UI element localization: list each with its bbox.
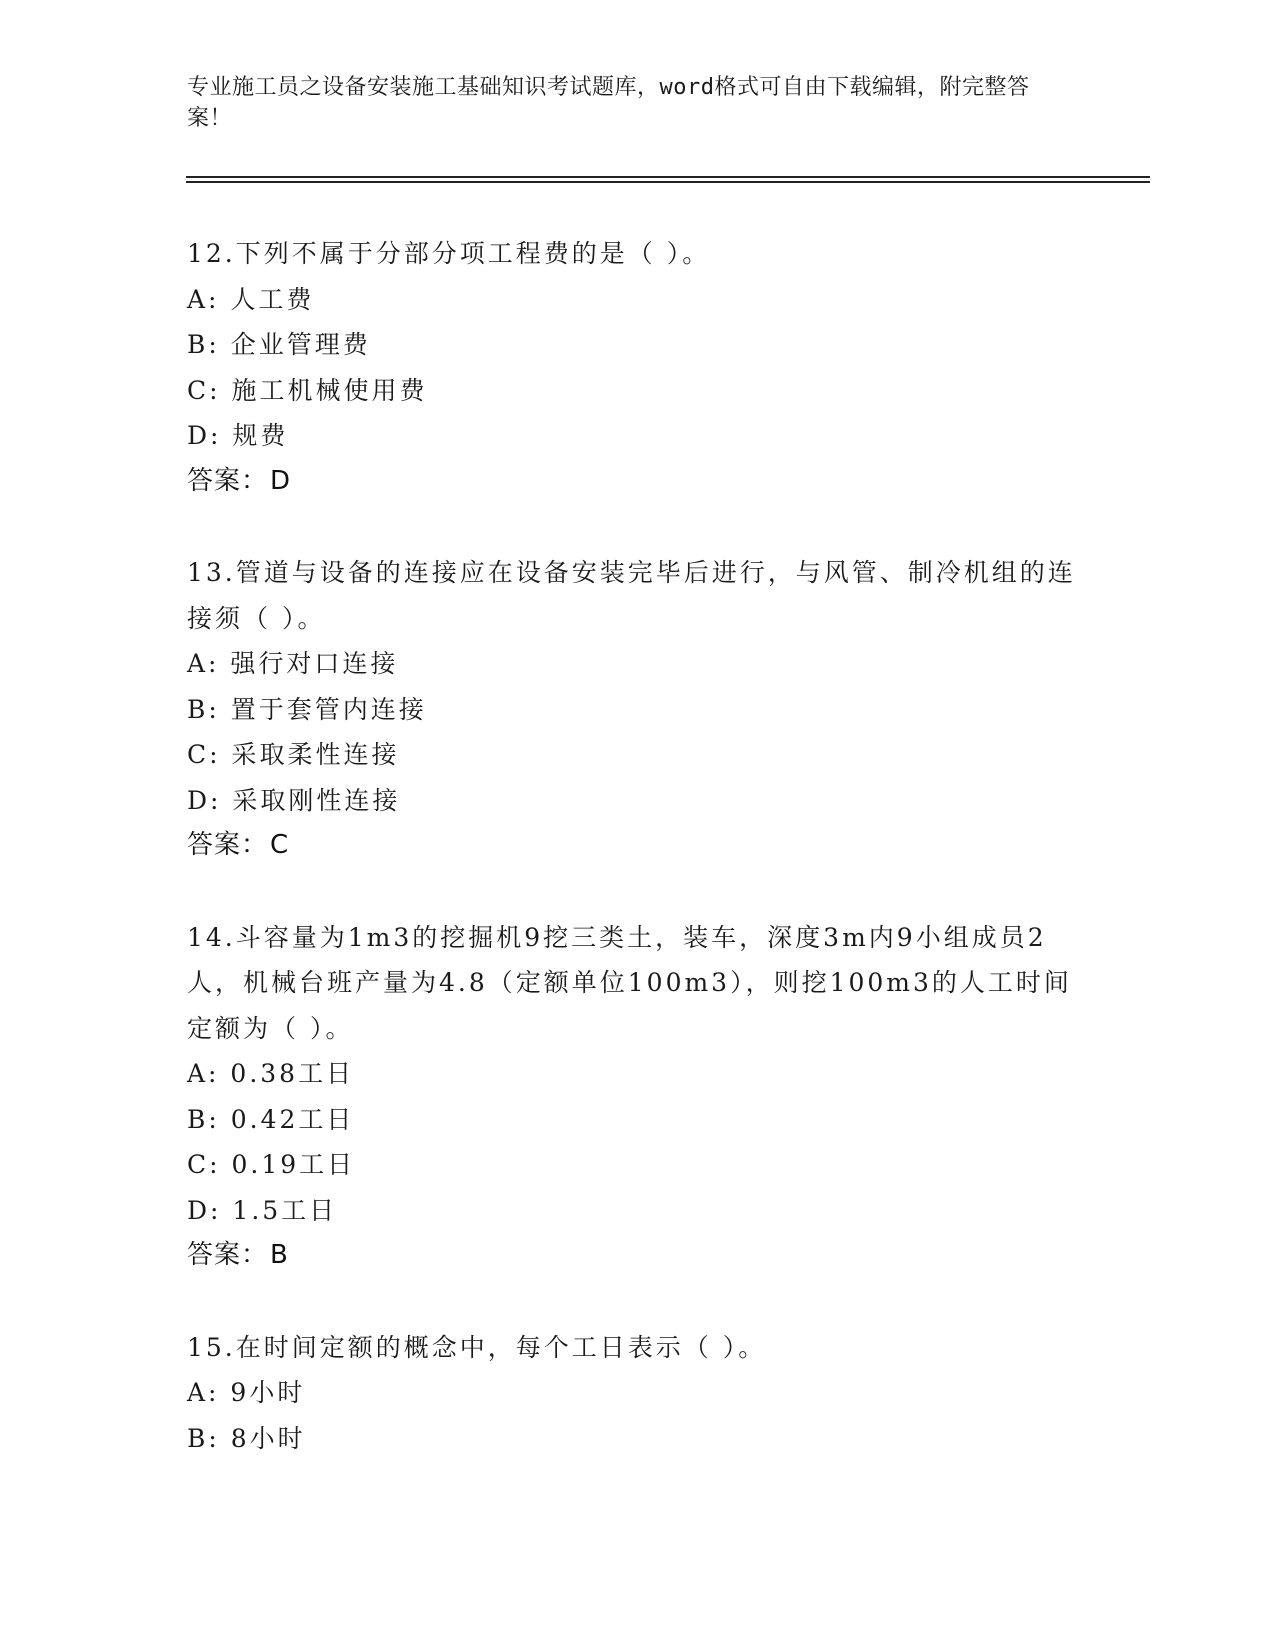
option-a: A: 人工费 <box>187 284 315 314</box>
answer-line <box>187 1233 1087 1279</box>
answer-line <box>187 459 1087 505</box>
answer-label: 答案： <box>187 830 269 860</box>
option-b: B: 置于套管内连接 <box>187 694 427 724</box>
option-d: D: 规费 <box>187 421 289 450</box>
question-12 <box>187 231 1087 504</box>
question-stem: 13.管道与设备的连接应在设备安装完毕后进行，与风管、制冷机组的连接须（ ）。 <box>187 558 1076 633</box>
option-b: B: 8小时 <box>187 1423 306 1453</box>
question-stem: 12.下列不属于分部分项工程费的是（ ）。 <box>187 239 711 268</box>
option-a: A: 9小时 <box>187 1378 306 1407</box>
option-d: D: 采取刚性连接 <box>187 785 401 815</box>
answer-label: 答案： <box>187 465 269 496</box>
question-list <box>187 231 1087 1507</box>
question-15 <box>187 1325 1087 1462</box>
option-b: B: 企业管理费 <box>187 330 371 359</box>
question-14 <box>187 915 1087 1279</box>
answer-value: C <box>270 830 289 860</box>
header-divider-bottom <box>186 181 1150 183</box>
option-a: A: 0.38工日 <box>187 1059 355 1088</box>
question-stem: 15.在时间定额的概念中，每个工日表示（ ）。 <box>187 1332 767 1362</box>
option-c: C: 采取柔性连接 <box>187 740 400 769</box>
answer-label: 答案： <box>187 1240 269 1270</box>
answer-value: B <box>270 1240 288 1270</box>
answer-line <box>187 823 1087 869</box>
document-header: 专业施工员之设备安装施工基础知识考试题库，word格式可自由下载编辑，附完整答案！ <box>187 75 1030 131</box>
option-d: D: 1.5工日 <box>187 1195 338 1225</box>
answer-value: D <box>270 465 291 496</box>
option-c: C: 0.19工日 <box>187 1150 356 1179</box>
header-divider-top <box>186 176 1150 178</box>
option-c: C: 施工机械使用费 <box>187 375 428 405</box>
option-b: B: 0.42工日 <box>187 1104 355 1134</box>
question-13 <box>187 550 1087 869</box>
option-a: A: 强行对口连接 <box>187 649 399 678</box>
question-stem: 14.斗容量为1m3的挖掘机9挖三类土，装车，深度3m内9小组成员2人，机械台班产量为4.8（定额单位100m3），则挖100m3的人工时间定额为（ ）。 <box>187 922 1072 1043</box>
